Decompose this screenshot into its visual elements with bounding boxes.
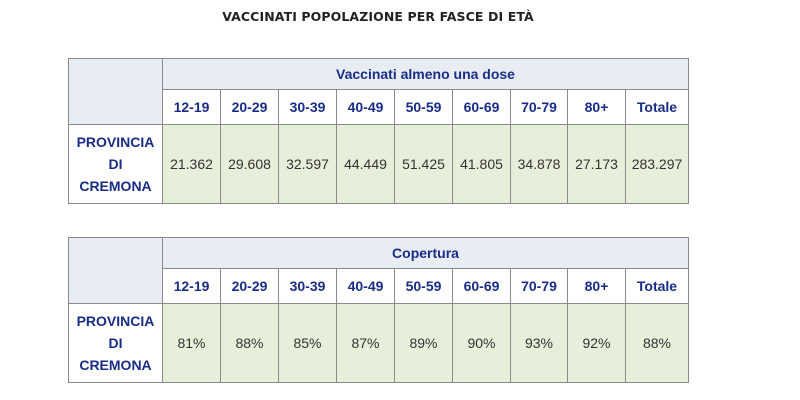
- table-row: [69, 304, 689, 383]
- column-header: 20-29: [221, 90, 279, 125]
- column-header: 60-69: [453, 90, 511, 125]
- value-cell: 89%: [395, 304, 453, 383]
- total-cell: 283.297: [626, 125, 689, 204]
- column-header: 60-69: [453, 269, 511, 304]
- value-cell: 88%: [221, 304, 279, 383]
- group-header: Vaccinati almeno una dose: [163, 59, 689, 90]
- row-header: [69, 304, 163, 383]
- value-cell: 87%: [337, 304, 395, 383]
- column-header: 80+: [568, 269, 626, 304]
- column-header: Totale: [626, 90, 689, 125]
- total-cell: 88%: [626, 304, 689, 383]
- value-cell: 81%: [163, 304, 221, 383]
- vaccinated-table: [68, 58, 689, 204]
- column-header: 50-59: [395, 90, 453, 125]
- table-row: [69, 125, 689, 204]
- row-header-line: PROVINCIA: [76, 134, 155, 150]
- table-corner: [69, 238, 163, 304]
- value-cell: 21.362: [163, 125, 221, 204]
- column-header: 70-79: [511, 269, 568, 304]
- group-header: Copertura: [163, 238, 689, 269]
- value-cell: 29.608: [221, 125, 279, 204]
- value-cell: 85%: [279, 304, 337, 383]
- column-header: 12-19: [163, 90, 221, 125]
- row-header-line: PROVINCIA: [76, 313, 155, 329]
- column-header: 50-59: [395, 269, 453, 304]
- column-header: 40-49: [337, 269, 395, 304]
- value-cell: 92%: [568, 304, 626, 383]
- coverage-table: [68, 237, 689, 383]
- value-cell: 27.173: [568, 125, 626, 204]
- table-corner: [69, 59, 163, 125]
- row-header-line: DI: [108, 156, 123, 172]
- column-header: 30-39: [279, 90, 337, 125]
- row-header-line: DI: [108, 335, 123, 351]
- value-cell: 32.597: [279, 125, 337, 204]
- value-cell: 34.878: [511, 125, 568, 204]
- page-title: VACCINATI POPOLAZIONE PER FASCE DI ETÀ: [222, 9, 534, 24]
- row-header-line: CREMONA: [79, 178, 152, 194]
- column-header: Totale: [626, 269, 689, 304]
- column-header: 20-29: [221, 269, 279, 304]
- row-header: [69, 125, 163, 204]
- value-cell: 90%: [453, 304, 511, 383]
- value-cell: 51.425: [395, 125, 453, 204]
- column-header: 40-49: [337, 90, 395, 125]
- column-header: 70-79: [511, 90, 568, 125]
- value-cell: 44.449: [337, 125, 395, 204]
- value-cell: 93%: [511, 304, 568, 383]
- column-header: 80+: [568, 90, 626, 125]
- value-cell: 41.805: [453, 125, 511, 204]
- column-header: 30-39: [279, 269, 337, 304]
- row-header-line: CREMONA: [79, 357, 152, 373]
- column-header: 12-19: [163, 269, 221, 304]
